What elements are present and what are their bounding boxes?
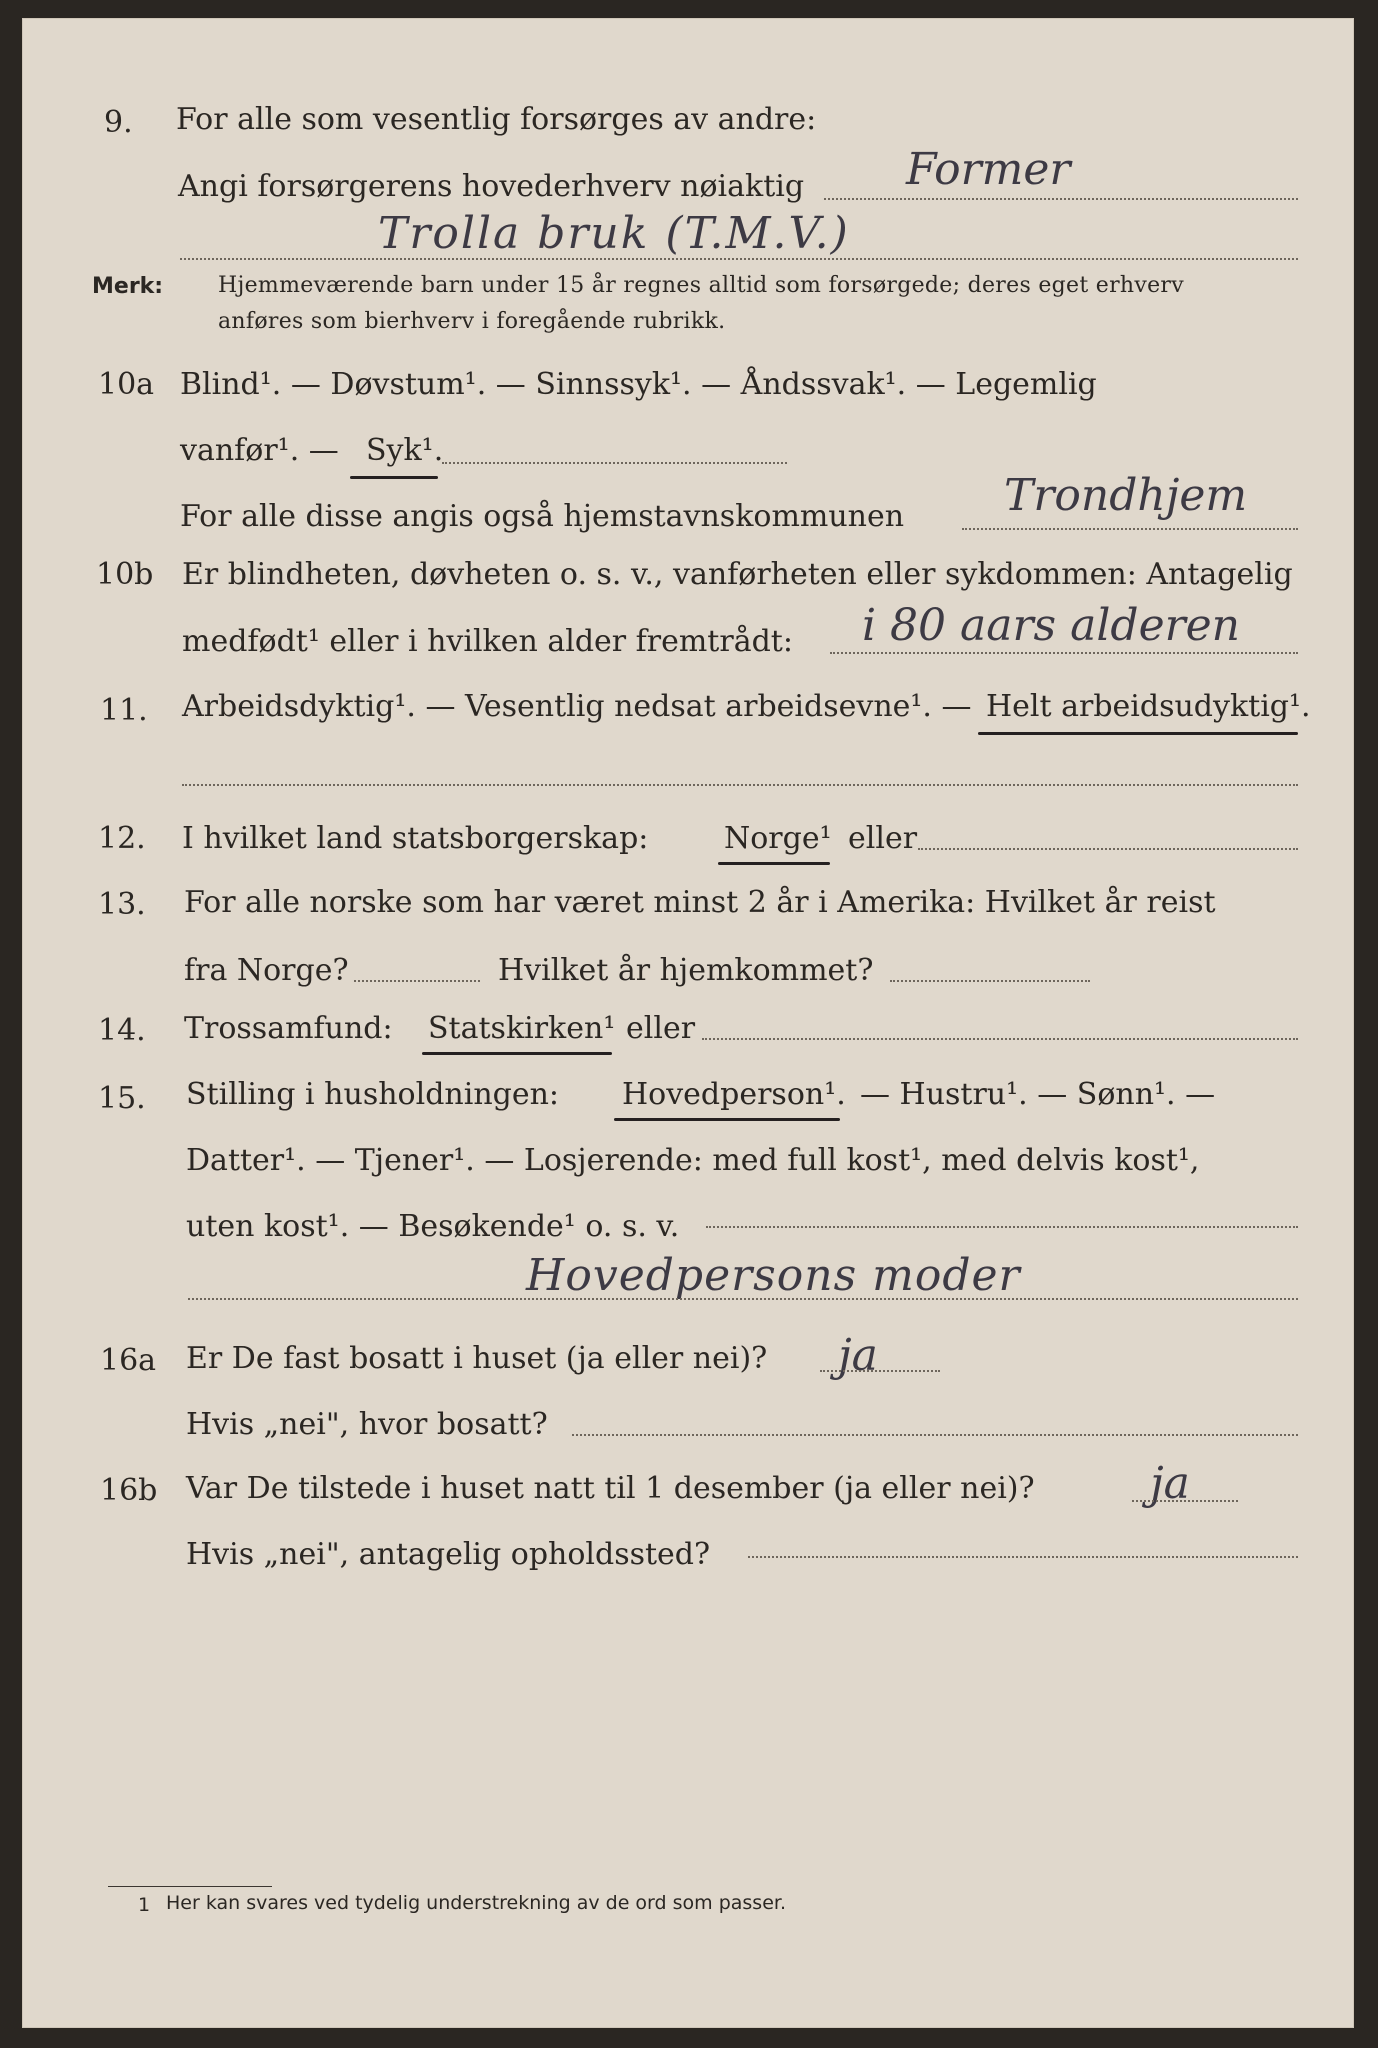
q9-handwritten-employer: Trolla bruk (T.M.V.): [378, 208, 850, 259]
q16b-followup-answer-line[interactable]: [748, 1556, 1298, 1558]
merk-label: Merk:: [92, 274, 164, 299]
q14-option-statskirken[interactable]: Statskirken¹: [428, 1011, 616, 1046]
q16b-followup: Hvis „nei", antagelig opholdssted?: [186, 1537, 711, 1572]
q11-option-helt-arbeidsudyktig[interactable]: Helt arbeidsudyktig¹.: [986, 689, 1311, 724]
q15-options-line1: — Hustru¹. — Sønn¹. —: [860, 1077, 1216, 1112]
q15-number: 15.: [98, 1081, 146, 1116]
q12-or-label: eller: [848, 821, 918, 856]
q10b-handwritten-age: i 80 aars alderen: [862, 600, 1241, 651]
q10a-hometown-answer-line[interactable]: [962, 528, 1298, 530]
q10a-handwritten-hometown: Trondhjem: [1004, 470, 1248, 521]
q9-question-line2: Angi forsørgerens hovederhverv nøiaktig: [178, 169, 805, 204]
q9-number: 9.: [104, 105, 133, 140]
footnote-marker: 1: [138, 1894, 151, 1916]
q9-question-line1: For alle som vesentlig forsørges av andre:: [176, 102, 817, 137]
q15-hovedperson-underline: [614, 1118, 840, 1121]
q11-answer-line[interactable]: [182, 784, 1298, 786]
q13-departure-label: fra Norge?: [184, 953, 349, 988]
q16a-number: 16a: [100, 1343, 157, 1378]
q10b-number: 10b: [96, 557, 154, 592]
merk-note-line2: anføres som bierhverv i foregående rubrikk.: [218, 309, 726, 334]
q12-question: I hvilket land statsborgerskap:: [182, 821, 649, 856]
q10a-answer-line[interactable]: [442, 462, 787, 464]
q12-norge-underline: [718, 862, 830, 865]
q16a-handwritten-answer: ja: [838, 1330, 878, 1381]
q16b-handwritten-answer: ja: [1150, 1458, 1190, 1509]
q10b-answer-line[interactable]: [830, 652, 1298, 654]
footnote-text: Her kan svares ved tydelig understrekning av de ord som passer.: [166, 1892, 786, 1914]
q10a-syk-underline: [350, 476, 438, 479]
q16a-followup: Hvis „nei", hvor bosatt?: [186, 1407, 548, 1442]
q14-question: Trossamfund:: [184, 1011, 393, 1046]
q10b-question-line2: medfødt¹ eller i hvilken alder fremtrådt:: [182, 624, 793, 659]
q9-handwritten-occupation: Former: [906, 144, 1071, 195]
q10a-options-line2a: vanfør¹. —: [180, 433, 339, 468]
q13-number: 13.: [98, 887, 146, 922]
q13-return-label: Hvilket år hjemkommet?: [498, 953, 874, 988]
q14-number: 14.: [98, 1013, 146, 1048]
q15-options-line3: uten kost¹. — Besøkende¹ o. s. v.: [186, 1209, 680, 1244]
q11-number: 11.: [100, 693, 148, 728]
footnote-separator: [108, 1886, 272, 1887]
q13-departure-answer-line[interactable]: [354, 980, 480, 982]
q15-handwritten-position: Hovedpersons moder: [526, 1250, 1021, 1301]
q10b-question-line1: Er blindheten, døvheten o. s. v., vanførheten eller sykdommen: Antagelig: [182, 557, 1293, 592]
q16b-question: Var De tilstede i huset natt til 1 desember (ja eller nei)?: [186, 1471, 1035, 1506]
q14-answer-line[interactable]: [702, 1038, 1298, 1040]
q12-answer-line[interactable]: [918, 848, 1298, 850]
q9-answer-line2[interactable]: [180, 258, 1298, 260]
q16a-question: Er De fast bosatt i huset (ja eller nei)?: [186, 1341, 768, 1376]
q15-question: Stilling i husholdningen:: [186, 1077, 560, 1112]
q14-statskirken-underline: [422, 1052, 612, 1055]
q12-number: 12.: [98, 821, 146, 856]
q15-options-line2: Datter¹. — Tjener¹. — Losjerende: med full kost¹, med delvis kost¹,: [186, 1143, 1200, 1178]
q10a-hometown-question: For alle disse angis også hjemstavnskommunen: [180, 499, 905, 534]
q10a-number: 10a: [98, 367, 155, 402]
q14-or-label: eller: [626, 1011, 696, 1046]
q16a-answer-line[interactable]: [820, 1370, 940, 1372]
q11-options-a: Arbeidsdyktig¹. — Vesentlig nedsat arbeidsevne¹. —: [182, 689, 972, 724]
q11-selected-underline: [978, 732, 1298, 735]
q15-option-hovedperson[interactable]: Hovedperson¹.: [622, 1077, 846, 1112]
q16a-followup-answer-line[interactable]: [572, 1434, 1298, 1436]
q16b-answer-line[interactable]: [1132, 1500, 1238, 1502]
merk-note-line1: Hjemmeværende barn under 15 år regnes alltid som forsørgede; deres eget erhverv: [218, 273, 1184, 298]
q10a-options-line1: Blind¹. — Døvstum¹. — Sinnssyk¹. — Åndssvak¹. — Legemlig: [180, 367, 1097, 402]
q13-question-line1: For alle norske som har været minst 2 år i Amerika: Hvilket år reist: [184, 885, 1216, 920]
q16b-number: 16b: [100, 1473, 158, 1508]
q13-return-answer-line[interactable]: [890, 980, 1090, 982]
q15-answer-line2[interactable]: [188, 1298, 1298, 1300]
q12-option-norge[interactable]: Norge¹: [724, 821, 832, 856]
q9-answer-line1[interactable]: [824, 198, 1298, 200]
q15-answer-line1[interactable]: [706, 1226, 1298, 1228]
q10a-option-syk[interactable]: Syk¹.: [366, 433, 444, 468]
